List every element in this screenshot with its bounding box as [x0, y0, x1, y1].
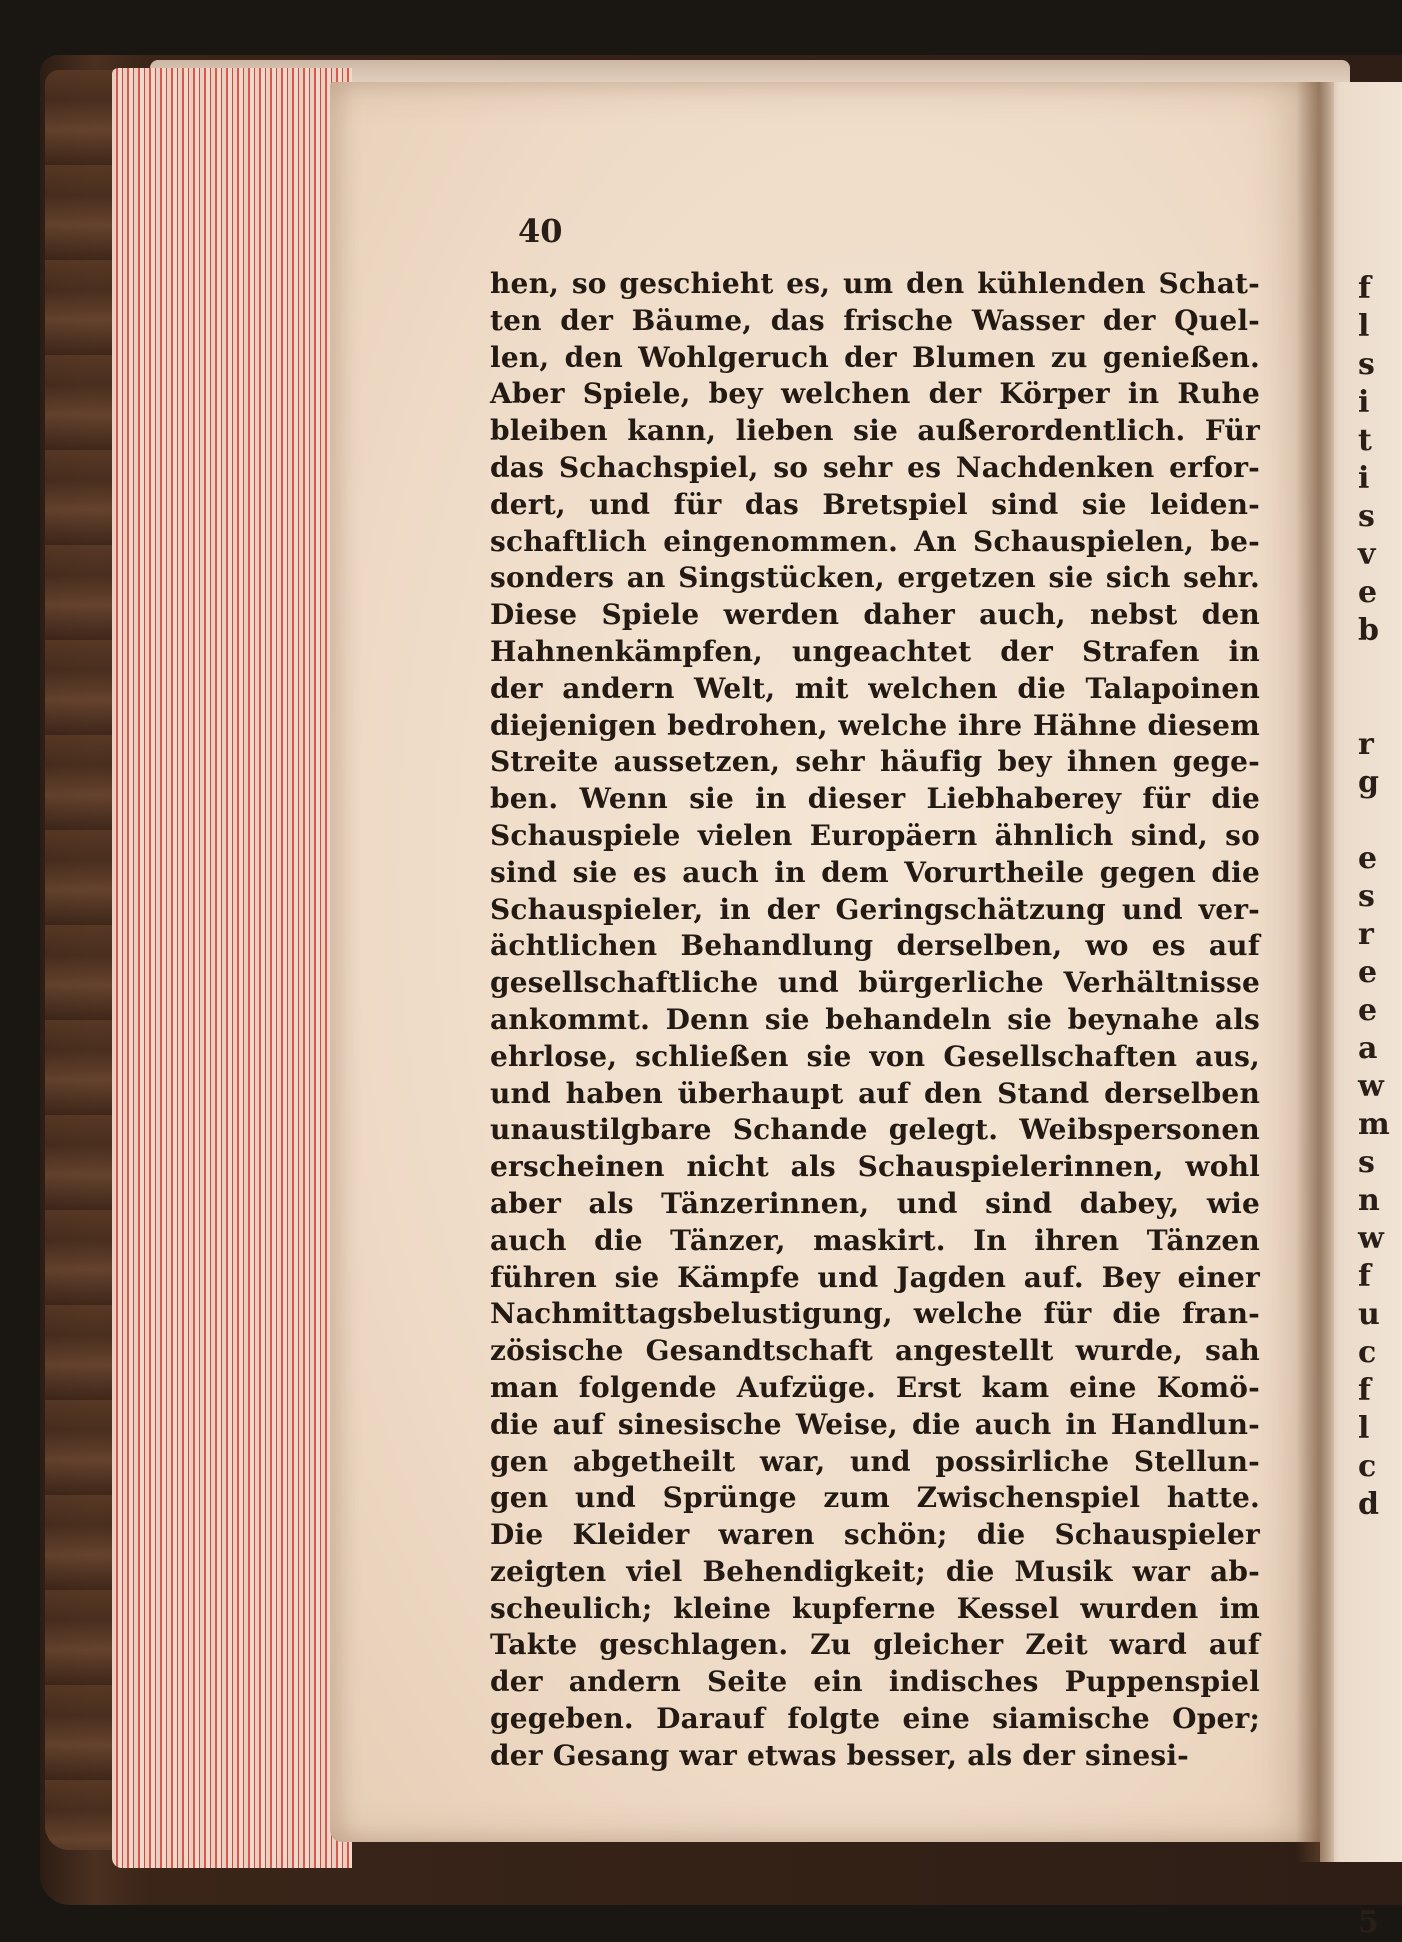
text-line: Hahnenkämpfen, ungeachtet der Strafen in [490, 634, 1260, 668]
text-line: aber als Tänzerinnen, und sind dabey, wie [490, 1186, 1260, 1220]
facing-page-fragment: t [1358, 423, 1372, 458]
text-line: gen und Sprünge zum Zwischenspiel hatte. [490, 1481, 1260, 1515]
facing-page-fragment: s [1358, 1145, 1375, 1180]
text-line: ehrlose, schließen sie von Gesellschaften aus, [490, 1039, 1260, 1073]
text-line: erscheinen nicht als Schauspielerinnen, wohl [490, 1150, 1260, 1184]
facing-page-fragment [1358, 650, 1402, 688]
text-line: ten der Bäume, das frische Wasser der Quel- [490, 303, 1260, 337]
facing-page-fragment: s [1358, 879, 1375, 914]
text-line: führen sie Kämpfe und Jagden auf. Bey einer [490, 1260, 1260, 1294]
text-line: ben. Wenn sie in dieser Liebhaberey für die [490, 782, 1260, 816]
facing-page-fragment: i [1358, 385, 1370, 420]
page-number: 40 [518, 212, 563, 250]
facing-page-fragment [1358, 1600, 1402, 1638]
page-gutter [1296, 82, 1334, 1862]
text-line: Takte geschlagen. Zu gleicher Zeit ward auf [490, 1628, 1260, 1662]
text-line: diejenigen bedrohen, welche ihre Hähne diesem [490, 708, 1260, 742]
facing-page-fragment [1358, 1752, 1402, 1790]
facing-page-fragment: c [1358, 1335, 1377, 1370]
facing-page-fragment: f [1358, 271, 1371, 306]
text-line: Schauspiele vielen Europäern ähnlich sind, so [490, 818, 1260, 852]
facing-page-fragment: m [1358, 1107, 1390, 1142]
text-line: bleiben kann, lieben sie außerordentlich. Für [490, 414, 1260, 448]
facing-page-fragment: n [1358, 1183, 1380, 1218]
text-line: der Gesang war etwas besser, als der sinesi- [490, 1738, 1189, 1772]
facing-page-fragment: c [1358, 1449, 1377, 1484]
facing-page-fragment: e [1358, 955, 1378, 990]
text-line: der andern Seite ein indisches Puppenspiel [490, 1665, 1260, 1699]
facing-page-fragment: f [1358, 1259, 1371, 1294]
page-text-block [490, 266, 1260, 1775]
facing-page-fragment [1358, 1828, 1402, 1866]
facing-page-fragment [1358, 1524, 1402, 1562]
facing-page-fragment: b [1358, 613, 1379, 648]
facing-page-fragment: s [1358, 347, 1375, 382]
facing-page-fragment: 5 [1358, 1905, 1379, 1940]
facing-page-fragment [1358, 1562, 1402, 1600]
text-line: Schauspieler, in der Geringschätzung und ver- [490, 892, 1260, 926]
text-line: Streite aussetzen, sehr häufig bey ihnen gege- [490, 745, 1260, 779]
text-line: gegeben. Darauf folgte eine siamische Oper; [490, 1702, 1260, 1736]
facing-page-fragment: e [1358, 575, 1378, 610]
text-line: zösische Gesandtschaft angestellt wurde, sah [490, 1334, 1260, 1368]
red-edged-page-stack [112, 68, 352, 1868]
facing-page-fragment [1358, 1790, 1402, 1828]
facing-page-fragment [1358, 1638, 1402, 1676]
facing-page-fragment: i [1358, 461, 1370, 496]
text-line: Die Kleider waren schön; die Schauspieler [490, 1518, 1260, 1552]
facing-page-fragment: l [1358, 1411, 1370, 1446]
text-line: und haben überhaupt auf den Stand derselben [490, 1076, 1260, 1110]
text-line: unaustilgbare Schande gelegt. Weibspersonen [490, 1113, 1260, 1147]
facing-page-fragment: w [1358, 1069, 1384, 1104]
text-line: auch die Tänzer, maskirt. In ihren Tänzen [490, 1223, 1260, 1257]
text-line: das Schachspiel, so sehr es Nachdenken erfor- [490, 450, 1260, 484]
facing-page-fragment: l [1358, 309, 1370, 344]
facing-page-fragment: s [1358, 499, 1375, 534]
text-line: die auf sinesische Weise, die auch in Handlun- [490, 1407, 1260, 1441]
facing-page-fragment: d [1358, 1487, 1379, 1522]
text-line: schaftlich eingenommen. An Schauspielen, be- [490, 524, 1260, 558]
text-line: Aber Spiele, bey welchen der Körper in Ruhe [490, 377, 1260, 411]
facing-page-fragment: v [1358, 537, 1376, 572]
facing-page-fragment [1358, 802, 1402, 840]
text-line: scheulich; kleine kupferne Kessel wurden im [490, 1591, 1260, 1625]
facing-page-fragment: a [1358, 1031, 1378, 1066]
facing-page-fragment [1358, 1676, 1402, 1714]
facing-page-fragment: g [1358, 765, 1379, 800]
text-line: gen abgetheilt war, und possirliche Stellun- [490, 1444, 1260, 1478]
text-line: der andern Welt, mit welchen die Talapoinen [490, 671, 1260, 705]
text-line: len, den Wohlgeruch der Blumen zu genießen. [490, 340, 1260, 374]
facing-page-text-fragments [1358, 270, 1402, 1940]
facing-page-fragment: e [1358, 841, 1378, 876]
text-line: gesellschaftliche und bürgerliche Verhältnisse [490, 966, 1260, 1000]
facing-page-fragment: r [1358, 917, 1374, 952]
text-line: ächtlichen Behandlung derselben, wo es auf [490, 929, 1260, 963]
facing-page-fragment: e [1358, 993, 1378, 1028]
text-line: dert, und für das Bretspiel sind sie leiden- [490, 487, 1260, 521]
facing-page-fragment: u [1358, 1297, 1380, 1332]
text-line: Diese Spiele werden daher auch, nebst den [490, 598, 1260, 632]
text-line: sonders an Singstücken, ergetzen sie sich sehr. [490, 561, 1260, 595]
facing-page-fragment [1358, 1714, 1402, 1752]
facing-page-fragment: f [1358, 1373, 1371, 1408]
text-line: Nachmittagsbelustigung, welche für die fran- [490, 1297, 1260, 1331]
text-line: sind sie es auch in dem Vorurtheile gegen die [490, 855, 1260, 889]
facing-page-fragment: w [1358, 1221, 1384, 1256]
facing-page-fragment [1358, 688, 1402, 726]
text-line: zeigten viel Behendigkeit; die Musik war ab- [490, 1554, 1260, 1588]
facing-page-fragment: r [1358, 727, 1374, 762]
text-line: man folgende Aufzüge. Erst kam eine Komö- [490, 1370, 1260, 1404]
text-line: hen, so geschieht es, um den kühlenden Schat- [490, 267, 1260, 300]
facing-page-fragment [1358, 1866, 1402, 1904]
text-line: ankommt. Denn sie behandeln sie beynahe als [490, 1002, 1260, 1036]
